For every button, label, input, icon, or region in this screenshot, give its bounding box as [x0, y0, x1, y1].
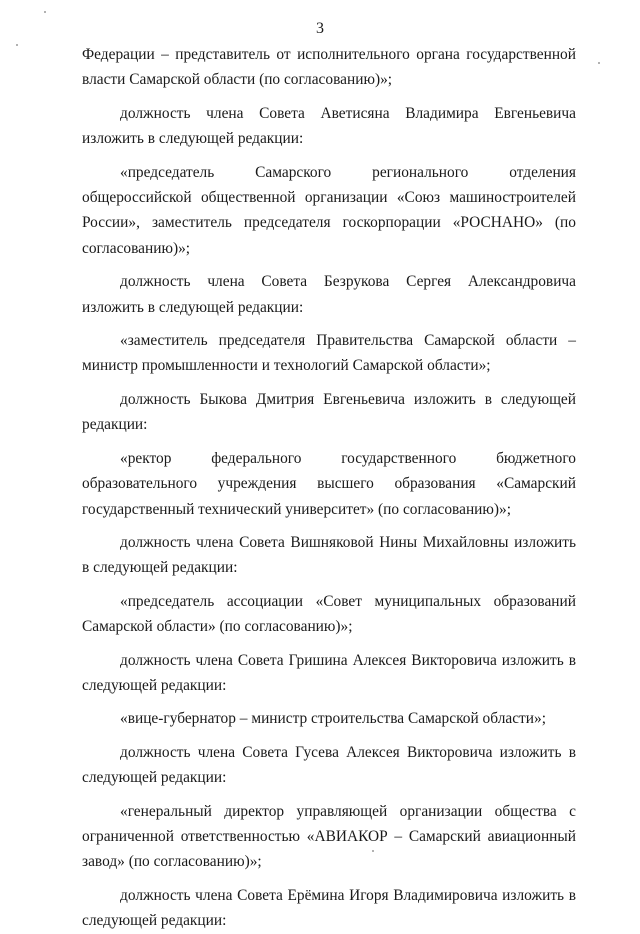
scan-speck [44, 11, 46, 13]
paragraph: должность члена Совета Вишняковой Нины Михайловны изложить в следующей редакции: [82, 533, 576, 577]
paragraph: Федерации – представитель от исполнительного органа государственной власти Самарской области (по согласованию)»; [82, 46, 576, 89]
paragraph: «вице-губернатор – министр строительства Самарской области»; [120, 710, 546, 728]
scan-speck [16, 44, 18, 46]
page-number: 3 [316, 20, 324, 37]
paragraph: должность члена Совета Аветисяна Владимира Евгеньевича изложить в следующей редакции: [82, 104, 576, 148]
document-body [82, 42, 576, 934]
scan-speck [372, 850, 374, 852]
paragraph: «генеральный директор управляющей организации общества с ограниченной ответственностью «АВИАКОР – Самарский авиационный завод» (по согласованию)»; [82, 802, 576, 871]
paragraph: «председатель Самарского регионального отделения общероссийской общественной организации «Союз машиностроителей России», заместитель председателя госкорпорации «РОСНАНО» (по согласованию)»; [82, 163, 576, 257]
paragraph: должность члена Совета Ерёмина Игоря Владимировича изложить в следующей редакции: [82, 886, 576, 930]
paragraph: должность члена Совета Гусева Алексея Викторовича изложить в следующей редакции: [82, 743, 576, 787]
paragraph: должность Быкова Дмитрия Евгеньевича изложить в следующей редакции: [82, 390, 576, 434]
paragraph: «заместитель председателя Правительства Самарской области – министр промышленности и технологий Самарской области»; [82, 332, 576, 375]
paragraph: должность члена Совета Гришина Алексея Викторовича изложить в следующей редакции: [82, 651, 576, 694]
scan-speck [598, 62, 600, 64]
paragraph: «ректор федерального государственного бюджетного образовательного учреждения высшего образования «Самарский государственный технический университет» (по согласованию)»; [82, 449, 576, 518]
paragraph: должность члена Совета Безрукова Сергея Александровича изложить в следующей редакции: [82, 273, 576, 316]
paragraph: «председатель ассоциации «Совет муниципальных образований Самарской области» (по согласованию)»; [82, 592, 576, 636]
